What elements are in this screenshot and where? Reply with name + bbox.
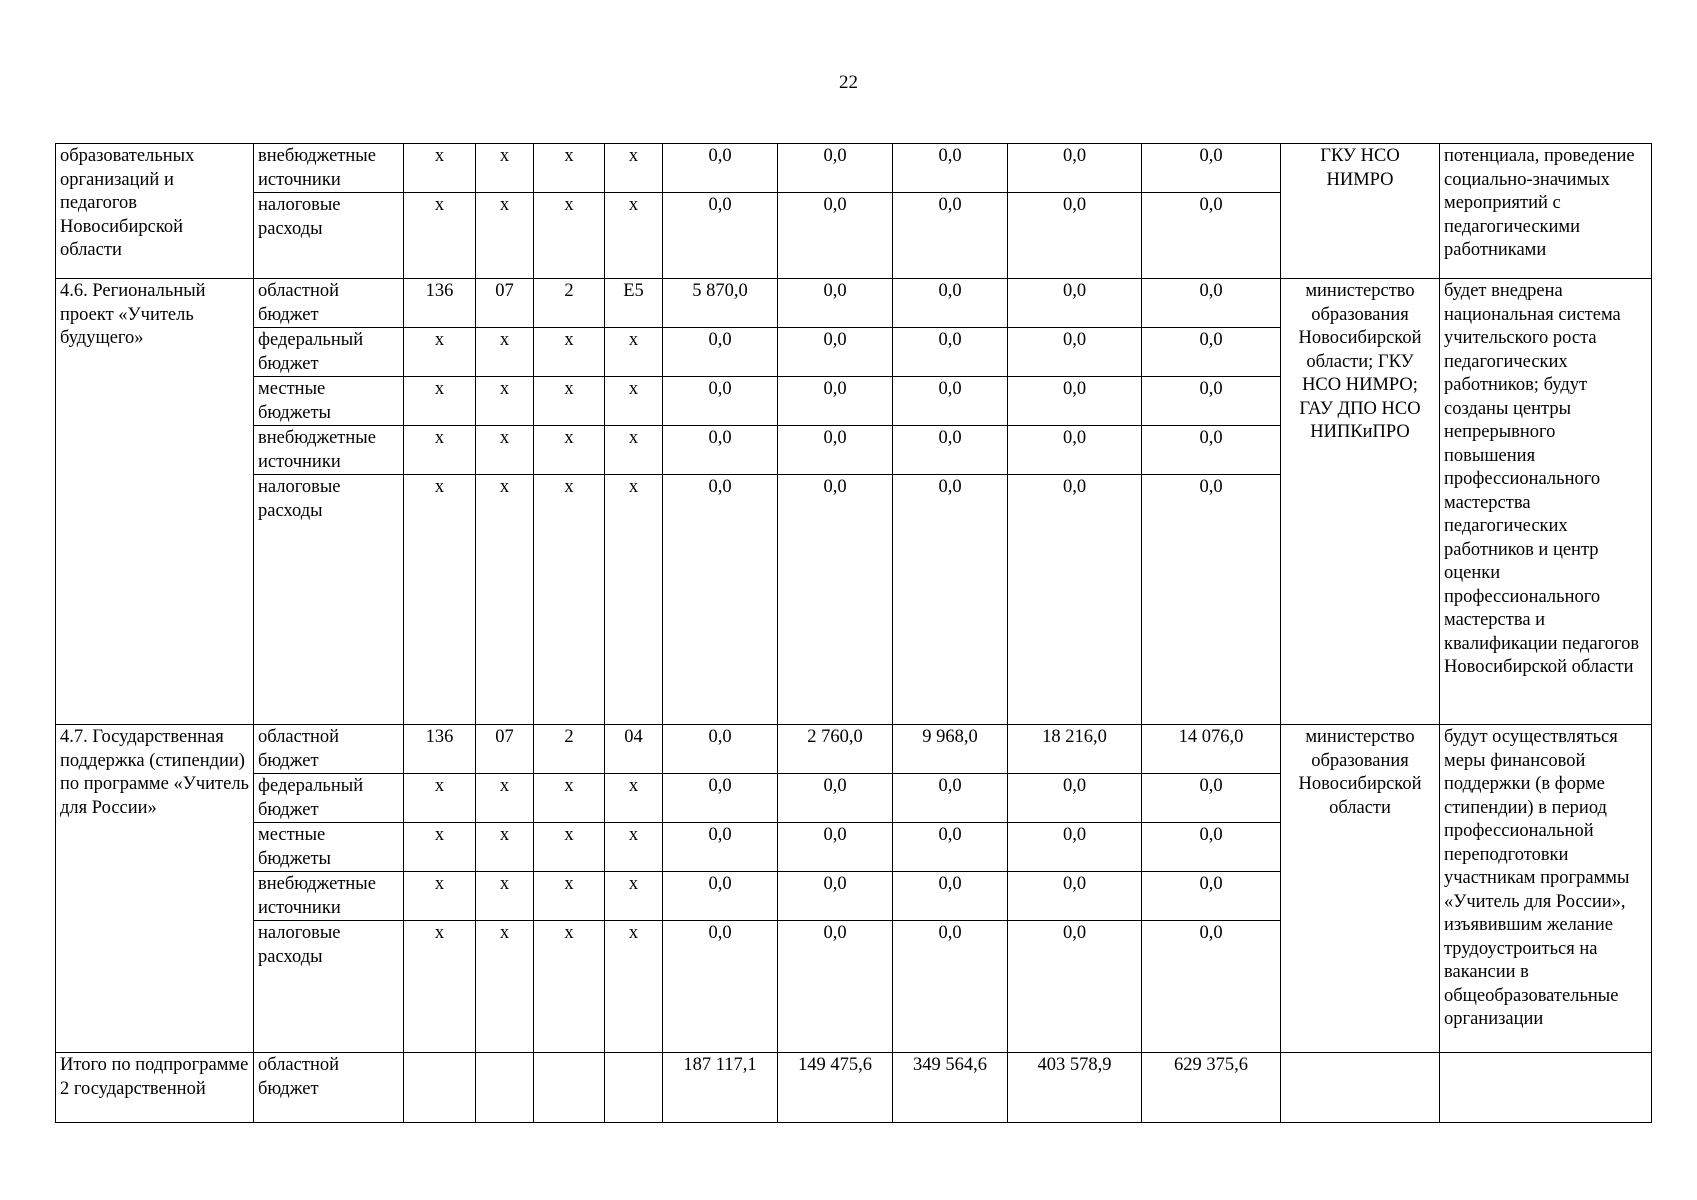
- amount-cell: 149 475,6: [778, 1053, 893, 1123]
- amount-cell: 0,0: [663, 823, 778, 872]
- code-cell: х: [404, 872, 476, 921]
- amount-cell: 0,0: [893, 328, 1008, 377]
- code-cell: х: [605, 774, 663, 823]
- funding-source: местные бюджеты: [254, 823, 404, 872]
- code-cell: х: [605, 377, 663, 426]
- amount-cell: 0,0: [1142, 377, 1281, 426]
- funding-source: областной бюджет: [254, 725, 404, 774]
- code-cell: E5: [605, 279, 663, 328]
- amount-cell: 349 564,6: [893, 1053, 1008, 1123]
- amount-cell: 0,0: [778, 475, 893, 725]
- measure-name: образовательных организаций и педагогов Новосибирской области: [56, 144, 254, 279]
- amount-cell: 0,0: [778, 426, 893, 475]
- amount-cell: 0,0: [778, 328, 893, 377]
- code-cell: х: [605, 426, 663, 475]
- amount-cell: 0,0: [778, 279, 893, 328]
- amount-cell: 0,0: [1142, 193, 1281, 279]
- measure-name: 4.6. Региональный проект «Учитель будущего»: [56, 279, 254, 725]
- code-cell: х: [476, 193, 534, 279]
- code-cell: х: [476, 921, 534, 1053]
- amount-cell: 0,0: [893, 921, 1008, 1053]
- code-cell: х: [404, 328, 476, 377]
- amount-cell: 0,0: [1008, 279, 1142, 328]
- code-cell: х: [534, 426, 605, 475]
- amount-cell: 0,0: [893, 144, 1008, 193]
- code-cell: х: [476, 774, 534, 823]
- amount-cell: 0,0: [893, 426, 1008, 475]
- amount-cell: 0,0: [893, 774, 1008, 823]
- executor-cell: ГКУ НСО НИМРО: [1281, 144, 1440, 279]
- funding-source: федеральный бюджет: [254, 328, 404, 377]
- measure-name: 4.7. Государственная поддержка (стипендии) по программе «Учитель для России»: [56, 725, 254, 1053]
- amount-cell: 0,0: [1008, 328, 1142, 377]
- amount-cell: 0,0: [1142, 279, 1281, 328]
- budget-table: [55, 143, 1652, 1123]
- amount-cell: 0,0: [893, 279, 1008, 328]
- amount-cell: 0,0: [1008, 377, 1142, 426]
- table-row: [56, 279, 1652, 328]
- code-cell: [476, 1053, 534, 1123]
- amount-cell: 0,0: [663, 377, 778, 426]
- amount-cell: 0,0: [663, 872, 778, 921]
- code-cell: х: [534, 823, 605, 872]
- code-cell: 136: [404, 725, 476, 774]
- table-row: [56, 144, 1652, 193]
- amount-cell: 0,0: [778, 921, 893, 1053]
- result-cell: потенциала, проведение социально-значимых мероприятий с педагогическими работниками: [1440, 144, 1652, 279]
- amount-cell: 0,0: [778, 774, 893, 823]
- amount-cell: 0,0: [778, 872, 893, 921]
- code-cell: 07: [476, 279, 534, 328]
- code-cell: х: [534, 193, 605, 279]
- amount-cell: 0,0: [1142, 823, 1281, 872]
- amount-cell: 0,0: [778, 193, 893, 279]
- amount-cell: 0,0: [663, 475, 778, 725]
- amount-cell: 0,0: [1008, 774, 1142, 823]
- amount-cell: 0,0: [1008, 475, 1142, 725]
- amount-cell: 0,0: [1142, 328, 1281, 377]
- amount-cell: 0,0: [1008, 144, 1142, 193]
- amount-cell: 9 968,0: [893, 725, 1008, 774]
- code-cell: х: [534, 328, 605, 377]
- amount-cell: 0,0: [1008, 921, 1142, 1053]
- amount-cell: 0,0: [1008, 193, 1142, 279]
- code-cell: [534, 1053, 605, 1123]
- amount-cell: 0,0: [1142, 921, 1281, 1053]
- funding-source: областной бюджет: [254, 1053, 404, 1123]
- code-cell: х: [605, 144, 663, 193]
- code-cell: х: [534, 921, 605, 1053]
- code-cell: х: [404, 921, 476, 1053]
- amount-cell: 0,0: [893, 377, 1008, 426]
- code-cell: х: [404, 377, 476, 426]
- code-cell: х: [534, 872, 605, 921]
- amount-cell: 0,0: [1142, 872, 1281, 921]
- executor-cell: [1281, 1053, 1440, 1123]
- amount-cell: 0,0: [663, 144, 778, 193]
- code-cell: х: [476, 377, 534, 426]
- result-cell: будет внедрена национальная система учительского роста педагогических работников; будут созданы центры непрерывного повышения профессионального мастерства педагогических работников и центр оценки профессионального мастерства и квалификации педагогов Новосибирской области: [1440, 279, 1652, 725]
- amount-cell: 629 375,6: [1142, 1053, 1281, 1123]
- amount-cell: 0,0: [1008, 426, 1142, 475]
- funding-source: внебюджетные источники: [254, 144, 404, 193]
- code-cell: х: [605, 328, 663, 377]
- amount-cell: 0,0: [663, 774, 778, 823]
- funding-source: налоговые расходы: [254, 475, 404, 725]
- amount-cell: 0,0: [1142, 774, 1281, 823]
- amount-cell: 0,0: [893, 872, 1008, 921]
- funding-source: внебюджетные источники: [254, 872, 404, 921]
- code-cell: 2: [534, 725, 605, 774]
- amount-cell: 0,0: [1142, 475, 1281, 725]
- code-cell: х: [534, 377, 605, 426]
- code-cell: х: [605, 823, 663, 872]
- amount-cell: 0,0: [893, 475, 1008, 725]
- amount-cell: 0,0: [663, 725, 778, 774]
- result-cell: будут осуществляться меры финансовой поддержки (в форме стипендии) в период профессиональной переподготовки участникам программы «Учитель для России», изъявившим желание трудоустроиться на вакансии в общеобразовательные организации: [1440, 725, 1652, 1053]
- code-cell: х: [534, 144, 605, 193]
- amount-cell: 0,0: [1008, 872, 1142, 921]
- code-cell: х: [476, 144, 534, 193]
- code-cell: х: [476, 426, 534, 475]
- code-cell: х: [404, 774, 476, 823]
- code-cell: 07: [476, 725, 534, 774]
- funding-source: налоговые расходы: [254, 193, 404, 279]
- code-cell: х: [605, 872, 663, 921]
- executor-cell: министерство образования Новосибирской области; ГКУ НСО НИМРО; ГАУ ДПО НСО НИПКиПРО: [1281, 279, 1440, 725]
- code-cell: [404, 1053, 476, 1123]
- amount-cell: 5 870,0: [663, 279, 778, 328]
- code-cell: х: [404, 823, 476, 872]
- funding-source: местные бюджеты: [254, 377, 404, 426]
- amount-cell: 0,0: [663, 193, 778, 279]
- amount-cell: 14 076,0: [1142, 725, 1281, 774]
- amount-cell: 18 216,0: [1008, 725, 1142, 774]
- funding-source: федеральный бюджет: [254, 774, 404, 823]
- code-cell: х: [605, 921, 663, 1053]
- amount-cell: 0,0: [1008, 823, 1142, 872]
- page-number: 22: [839, 72, 858, 93]
- code-cell: х: [476, 823, 534, 872]
- amount-cell: 0,0: [663, 426, 778, 475]
- amount-cell: 0,0: [778, 144, 893, 193]
- amount-cell: 0,0: [893, 193, 1008, 279]
- code-cell: х: [476, 872, 534, 921]
- amount-cell: 0,0: [1142, 144, 1281, 193]
- code-cell: х: [476, 328, 534, 377]
- code-cell: х: [404, 193, 476, 279]
- code-cell: х: [404, 426, 476, 475]
- amount-cell: 403 578,9: [1008, 1053, 1142, 1123]
- funding-source: областной бюджет: [254, 279, 404, 328]
- table-row: [56, 725, 1652, 774]
- amount-cell: 0,0: [663, 921, 778, 1053]
- amount-cell: 0,0: [1142, 426, 1281, 475]
- result-cell: [1440, 1053, 1652, 1123]
- code-cell: х: [476, 475, 534, 725]
- amount-cell: 0,0: [893, 823, 1008, 872]
- code-cell: 04: [605, 725, 663, 774]
- funding-source: налоговые расходы: [254, 921, 404, 1053]
- code-cell: х: [605, 193, 663, 279]
- amount-cell: 0,0: [778, 377, 893, 426]
- code-cell: х: [534, 475, 605, 725]
- code-cell: 2: [534, 279, 605, 328]
- amount-cell: 187 117,1: [663, 1053, 778, 1123]
- code-cell: [605, 1053, 663, 1123]
- executor-cell: министерство образования Новосибирской области: [1281, 725, 1440, 1053]
- funding-source: внебюджетные источники: [254, 426, 404, 475]
- total-label: Итого по подпрограмме 2 государственной: [56, 1053, 254, 1123]
- total-row: [56, 1053, 1652, 1123]
- amount-cell: 0,0: [663, 328, 778, 377]
- code-cell: 136: [404, 279, 476, 328]
- code-cell: х: [605, 475, 663, 725]
- amount-cell: 0,0: [778, 823, 893, 872]
- code-cell: х: [404, 475, 476, 725]
- code-cell: х: [534, 774, 605, 823]
- code-cell: х: [404, 144, 476, 193]
- amount-cell: 2 760,0: [778, 725, 893, 774]
